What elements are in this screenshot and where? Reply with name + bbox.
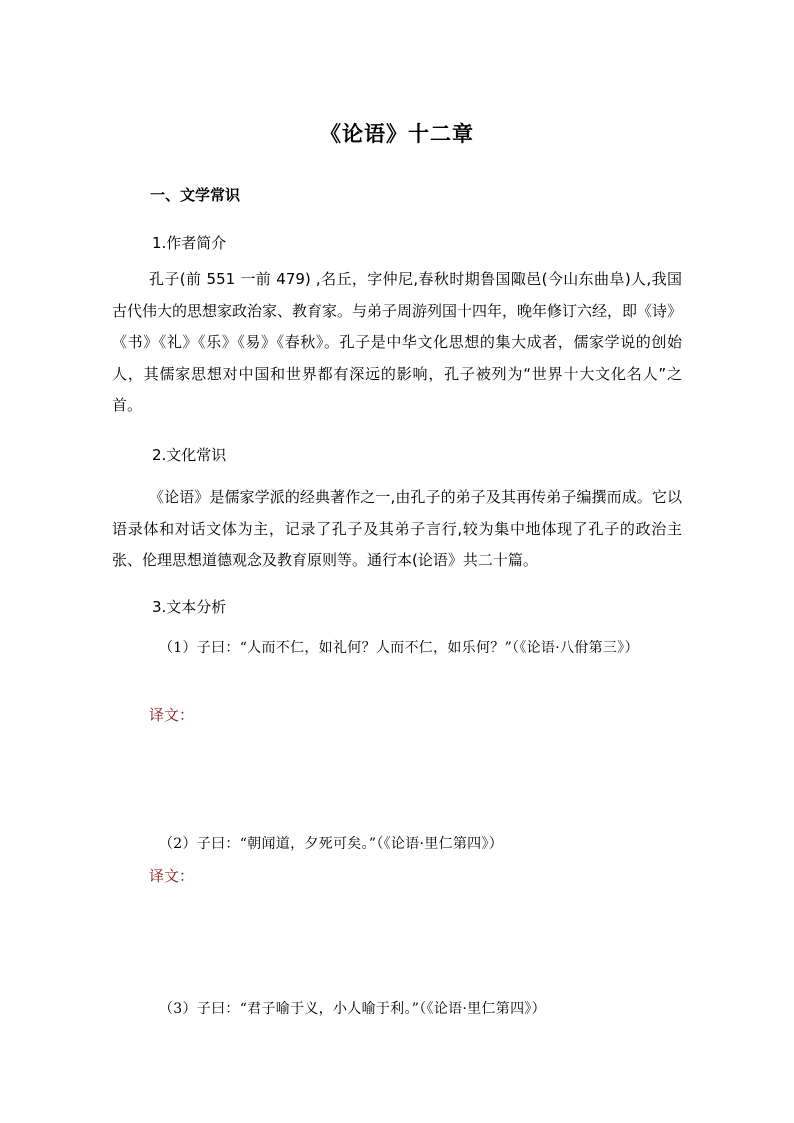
quote-text: （3）子曰：“君子喻于义，小人喻于利。”（《论语·里仁第四》） <box>159 1001 546 1017</box>
culture-knowledge-paragraph <box>112 482 682 577</box>
culture-knowledge-text: 《论语》是儒家学派的经典著作之一,由孔子的弟子及其再传弟子编撰而成。它以语录体和对话文体为主，记录了孔子及其弟子言行,较为集中地体现了孔子的政治主张、伦理思想道德观念及教育原则等。通行本(论语》共二十篇。 <box>112 488 682 569</box>
text-analysis-heading: 3.文本分析 <box>152 598 227 616</box>
document-title: 《论语》十二章 <box>320 122 474 146</box>
quote-item-2 <box>112 829 687 860</box>
author-intro-text: 孔子(前 551 一前 479) ,名丘，字仲尼,春秋时期鲁国陬邑(今山东曲阜)人,我国古代伟大的思想家政治家、教育家。与弟子周游列国十四年，晚年修订六经，即《诗》《书》《礼》《乐》《易》《春秋》。孔子是中华文化思想的集大成者，儒家学说的创始人，其儒家思想对中国和世界都有深远的影响，孔子被列为“世界十大文化名人”之首。 <box>112 270 683 414</box>
translation-label: 译文： <box>149 867 195 885</box>
quote-item-3 <box>112 994 687 1025</box>
quote-text: （2）子曰：“朝闻道，夕死可矣。”（《论语·里仁第四》） <box>159 836 504 852</box>
section-heading: 一、文学常识 <box>150 186 241 204</box>
culture-knowledge-heading: 2.文化常识 <box>152 446 227 464</box>
quote-item-1 <box>112 633 687 664</box>
author-intro-paragraph <box>112 264 682 422</box>
author-intro-heading: 1.作者简介 <box>152 234 227 252</box>
quote-text: （1）子曰：“人而不仁，如礼何？人而不仁，如乐何？”（《论语·八佾第三》） <box>159 640 639 656</box>
translation-label: 译文： <box>149 706 195 724</box>
